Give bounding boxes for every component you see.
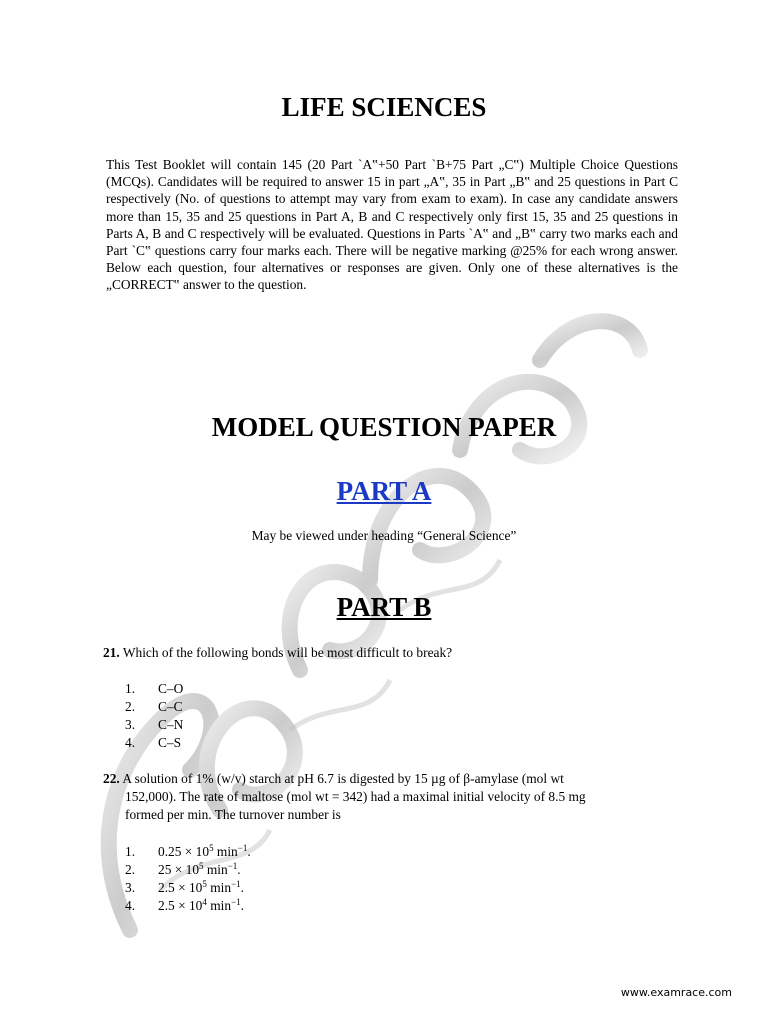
option-exponent: 4 [202, 897, 207, 907]
question-text-line-1: A solution of 1% (w/v) starch at pH 6.7 is digested by 15 µg of β-amylase (mol wt [122, 771, 564, 786]
part-a-heading-link[interactable]: PART A [336, 476, 432, 506]
question-21-options [125, 680, 183, 752]
option-end: . [240, 898, 245, 913]
option-item [125, 843, 251, 861]
option-item [125, 716, 183, 734]
option-exponent: 5 [202, 879, 207, 889]
option-mantissa: 0.25 × 10 [158, 844, 210, 859]
question-22 [103, 770, 678, 824]
option-text [158, 861, 241, 879]
option-item [125, 698, 183, 716]
option-number: 2. [125, 699, 136, 714]
option-end: . [237, 862, 241, 877]
question-text-line-3: formed per min. The turnover number is [125, 807, 341, 822]
option-number: 4. [125, 735, 136, 750]
option-number: 3. [125, 717, 136, 732]
option-number: 4. [125, 898, 136, 913]
question-text-line-2: 152,000). The rate of maltose (mol wt = 342) had a maximal initial velocity of 8.5 mg [125, 789, 586, 804]
option-item [125, 897, 251, 915]
footer-url[interactable]: www.examrace.com [620, 986, 732, 999]
question-number: 22. [103, 771, 120, 786]
option-exponent: 5 [209, 843, 214, 853]
option-unit-exponent: −1 [231, 879, 241, 889]
option-unit: min [206, 880, 232, 895]
question-21 [103, 644, 678, 662]
option-item [125, 879, 251, 897]
option-end: . [240, 880, 245, 895]
option-text [158, 897, 244, 915]
option-unit: min [206, 898, 232, 913]
page-title: LIFE SCIENCES [281, 92, 487, 122]
option-text: C–N [158, 717, 184, 732]
option-text: C–S [158, 735, 182, 750]
option-number: 3. [125, 880, 136, 895]
question-22-options [125, 843, 251, 915]
part-b-heading: PART B [336, 592, 432, 622]
option-end: . [247, 844, 251, 859]
question-text: Which of the following bonds will be most difficult to break? [122, 645, 453, 660]
question-number: 21. [103, 645, 120, 660]
option-number: 1. [125, 844, 136, 859]
option-text: C–O [158, 681, 184, 696]
option-number: 2. [125, 862, 136, 877]
model-question-paper-heading: MODEL QUESTION PAPER [211, 412, 557, 442]
option-text [158, 879, 244, 897]
part-a-note: May be viewed under heading “General Science” [251, 528, 517, 543]
option-unit-exponent: −1 [227, 861, 238, 871]
option-unit: min [213, 844, 238, 859]
option-unit-exponent: −1 [237, 843, 248, 853]
intro-paragraph: This Test Booklet will contain 145 (20 Part `A‟+50 Part `B+75 Part „C‟) Multiple Choice Questions (MCQs). Candidates will be required to answer 15 in part „A‟, 35 in Part „B‟ and 25 questions in Part C respectively (No. of questions to attempt may vary from exam to exam). In case any candidate answers more than 15, 35 and 25 questions in Part A, B and C respectively only first 15, 35 and 25 questions in Parts A, B and C respectively will be evaluated. Questions in Parts `A‟ and „B‟ carry two marks each and Part `C‟ questions carry four marks each. There will be negative marking @25% for each wrong answer. Below each question, four alternatives or responses are given. Only one of these alternatives is the „CORRECT‟ answer to the question. [106, 157, 678, 293]
option-number: 1. [125, 681, 136, 696]
option-item [125, 680, 183, 698]
option-unit-exponent: −1 [231, 897, 241, 907]
option-item [125, 861, 251, 879]
option-mantissa: 2.5 × 10 [158, 880, 203, 895]
option-text: C–C [158, 699, 183, 714]
option-exponent: 5 [199, 861, 204, 871]
option-item [125, 734, 183, 752]
option-mantissa: 25 × 10 [158, 862, 200, 877]
option-mantissa: 2.5 × 10 [158, 898, 203, 913]
option-text [158, 843, 251, 861]
option-unit: min [203, 862, 228, 877]
